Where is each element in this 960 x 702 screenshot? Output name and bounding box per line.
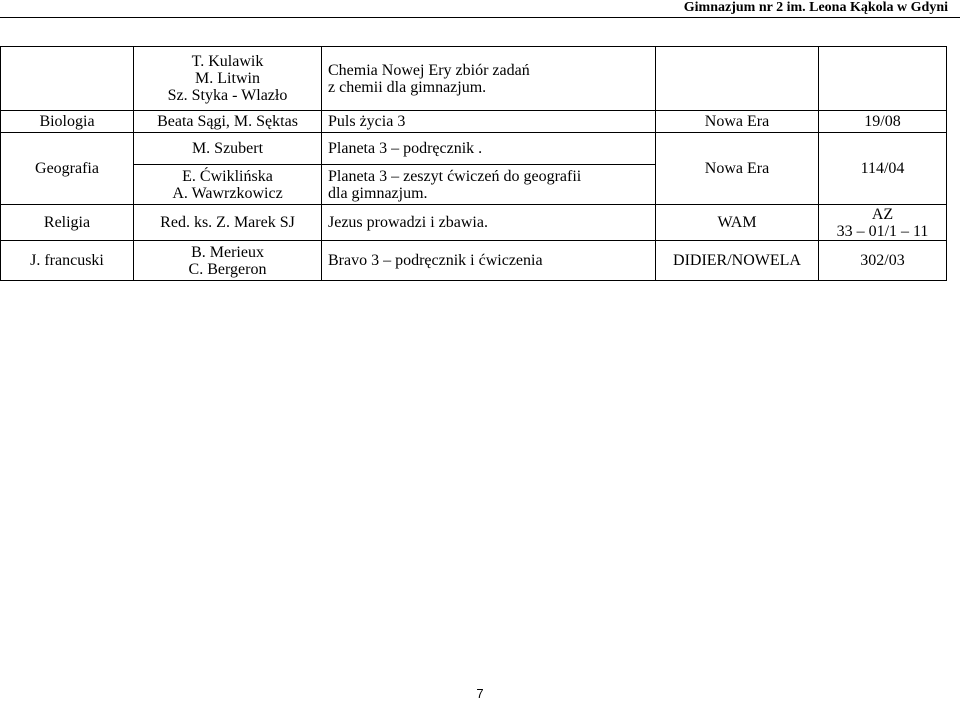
number-cell: [819, 205, 947, 241]
publisher-cell: Nowa Era: [656, 133, 819, 205]
title-cell: Puls życia 3: [322, 111, 656, 133]
number-cell: 114/04: [819, 133, 947, 205]
header-rule: [0, 17, 960, 18]
number-cell: 19/08: [819, 111, 947, 133]
publisher-cell: DIDIER/NOWELA: [656, 241, 819, 281]
number-line: AZ: [871, 205, 894, 223]
number-line: 33 – 01/1 – 11: [836, 222, 929, 240]
subject-cell: J. francuski: [1, 241, 134, 281]
table-row-francuski: [1, 241, 947, 281]
author: A. Wawrzkowicz: [172, 184, 283, 202]
title-line: Chemia Nowej Ery zbiór zadań: [328, 61, 530, 79]
publisher-cell: [656, 47, 819, 111]
title-cell: Jezus prowadzi i zbawia.: [322, 205, 656, 241]
author: B. Merieux: [191, 243, 264, 261]
subject-cell: Geografia: [1, 133, 134, 205]
title-line: dla gimnazjum.: [328, 184, 428, 202]
title-cell: Planeta 3 – podręcznik .: [322, 133, 656, 165]
author: Sz. Styka - Wlazło: [167, 87, 288, 104]
author: E. Ćwiklińska: [182, 167, 273, 185]
title-line: z chemii dla gimnazjum.: [328, 78, 487, 96]
subject-cell: [1, 47, 134, 111]
authors-cell: Beata Sągi, M. Sęktas: [134, 111, 322, 133]
publisher-cell: Nowa Era: [656, 111, 819, 133]
textbook-table: [0, 46, 947, 281]
authors-cell: M. Szubert: [134, 133, 322, 165]
authors-cell: Red. ks. Z. Marek SJ: [134, 205, 322, 241]
subject-cell: Religia: [1, 205, 134, 241]
author: C. Bergeron: [188, 260, 267, 278]
title-line: Planeta 3 – zeszyt ćwiczeń do geografii: [328, 167, 582, 185]
number-cell: 302/03: [819, 241, 947, 281]
page-number: 7: [476, 686, 484, 701]
table-row-religia: [1, 205, 947, 241]
table-row-biologia: [1, 111, 947, 133]
title-cell: [322, 165, 656, 205]
authors-cell: [134, 47, 322, 111]
school-header: Gimnazjum nr 2 im. Leona Kąkola w Gdyni: [683, 0, 948, 15]
author: M. Litwin: [195, 70, 260, 87]
publisher-cell: WAM: [656, 205, 819, 241]
authors-cell: [134, 241, 322, 281]
title-cell: [322, 47, 656, 111]
table-row-geografia: [1, 133, 947, 165]
table-row-chemia: [1, 47, 947, 111]
subject-cell: Biologia: [1, 111, 134, 133]
author: T. Kulawik: [191, 53, 264, 70]
number-cell: [819, 47, 947, 111]
authors-cell: [134, 165, 322, 205]
title-cell: Bravo 3 – podręcznik i ćwiczenia: [322, 241, 656, 281]
